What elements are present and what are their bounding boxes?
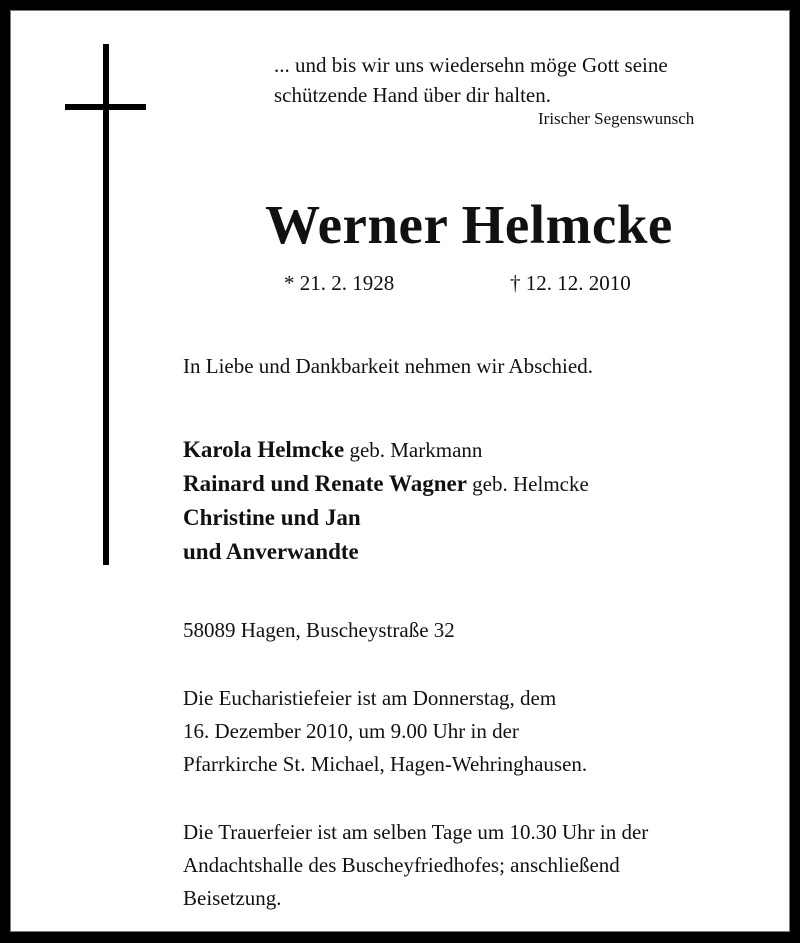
quote-line: ... und bis wir uns wiedersehn möge Gott seine [274, 53, 668, 77]
farewell-text: In Liebe und Dankbarkeit nehmen wir Abschied. [183, 354, 593, 378]
deceased-name: Werner Helmcke [265, 194, 673, 255]
mass-info [183, 682, 587, 781]
address: 58089 Hagen, Buscheystraße 32 [183, 618, 455, 642]
mourner-name: Christine und Jan [183, 505, 361, 530]
quote-source: Irischer Segenswunsch [538, 109, 695, 128]
mourner-note: geb. Helmcke [466, 472, 589, 496]
mass-line: 16. Dezember 2010, um 9.00 Uhr in der [183, 719, 519, 743]
mourner-name: Karola Helmcke [183, 437, 345, 462]
mourner [183, 535, 589, 569]
mourner-name: und Anverwandte [183, 539, 359, 564]
mourners-list [183, 433, 589, 569]
quote [274, 50, 668, 110]
cross-horizontal-bar [65, 104, 146, 110]
cross-vertical-bar [103, 44, 109, 565]
death-date: † 12. 12. 2010 [510, 271, 631, 295]
obituary-notice [10, 10, 790, 932]
mass-line: Pfarrkirche St. Michael, Hagen-Wehringhausen. [183, 752, 588, 776]
funeral-info [183, 816, 648, 915]
birth-date: * 21. 2. 1928 [284, 271, 395, 295]
mourner-note: geb. Markmann [344, 438, 483, 462]
funeral-line: Beisetzung. [183, 886, 282, 910]
mourner [183, 467, 589, 501]
mourner-name: Rainard und Renate Wagner [183, 471, 467, 496]
funeral-line: Andachtshalle des Buscheyfriedhofes; anschließend [183, 853, 620, 877]
mass-line: Die Eucharistiefeier ist am Donnerstag, dem [183, 686, 557, 710]
mourner [183, 501, 589, 535]
quote-line: schützende Hand über dir halten. [274, 83, 551, 107]
mourner [183, 433, 589, 467]
funeral-line: Die Trauerfeier ist am selben Tage um 10.30 Uhr in der [183, 820, 649, 844]
